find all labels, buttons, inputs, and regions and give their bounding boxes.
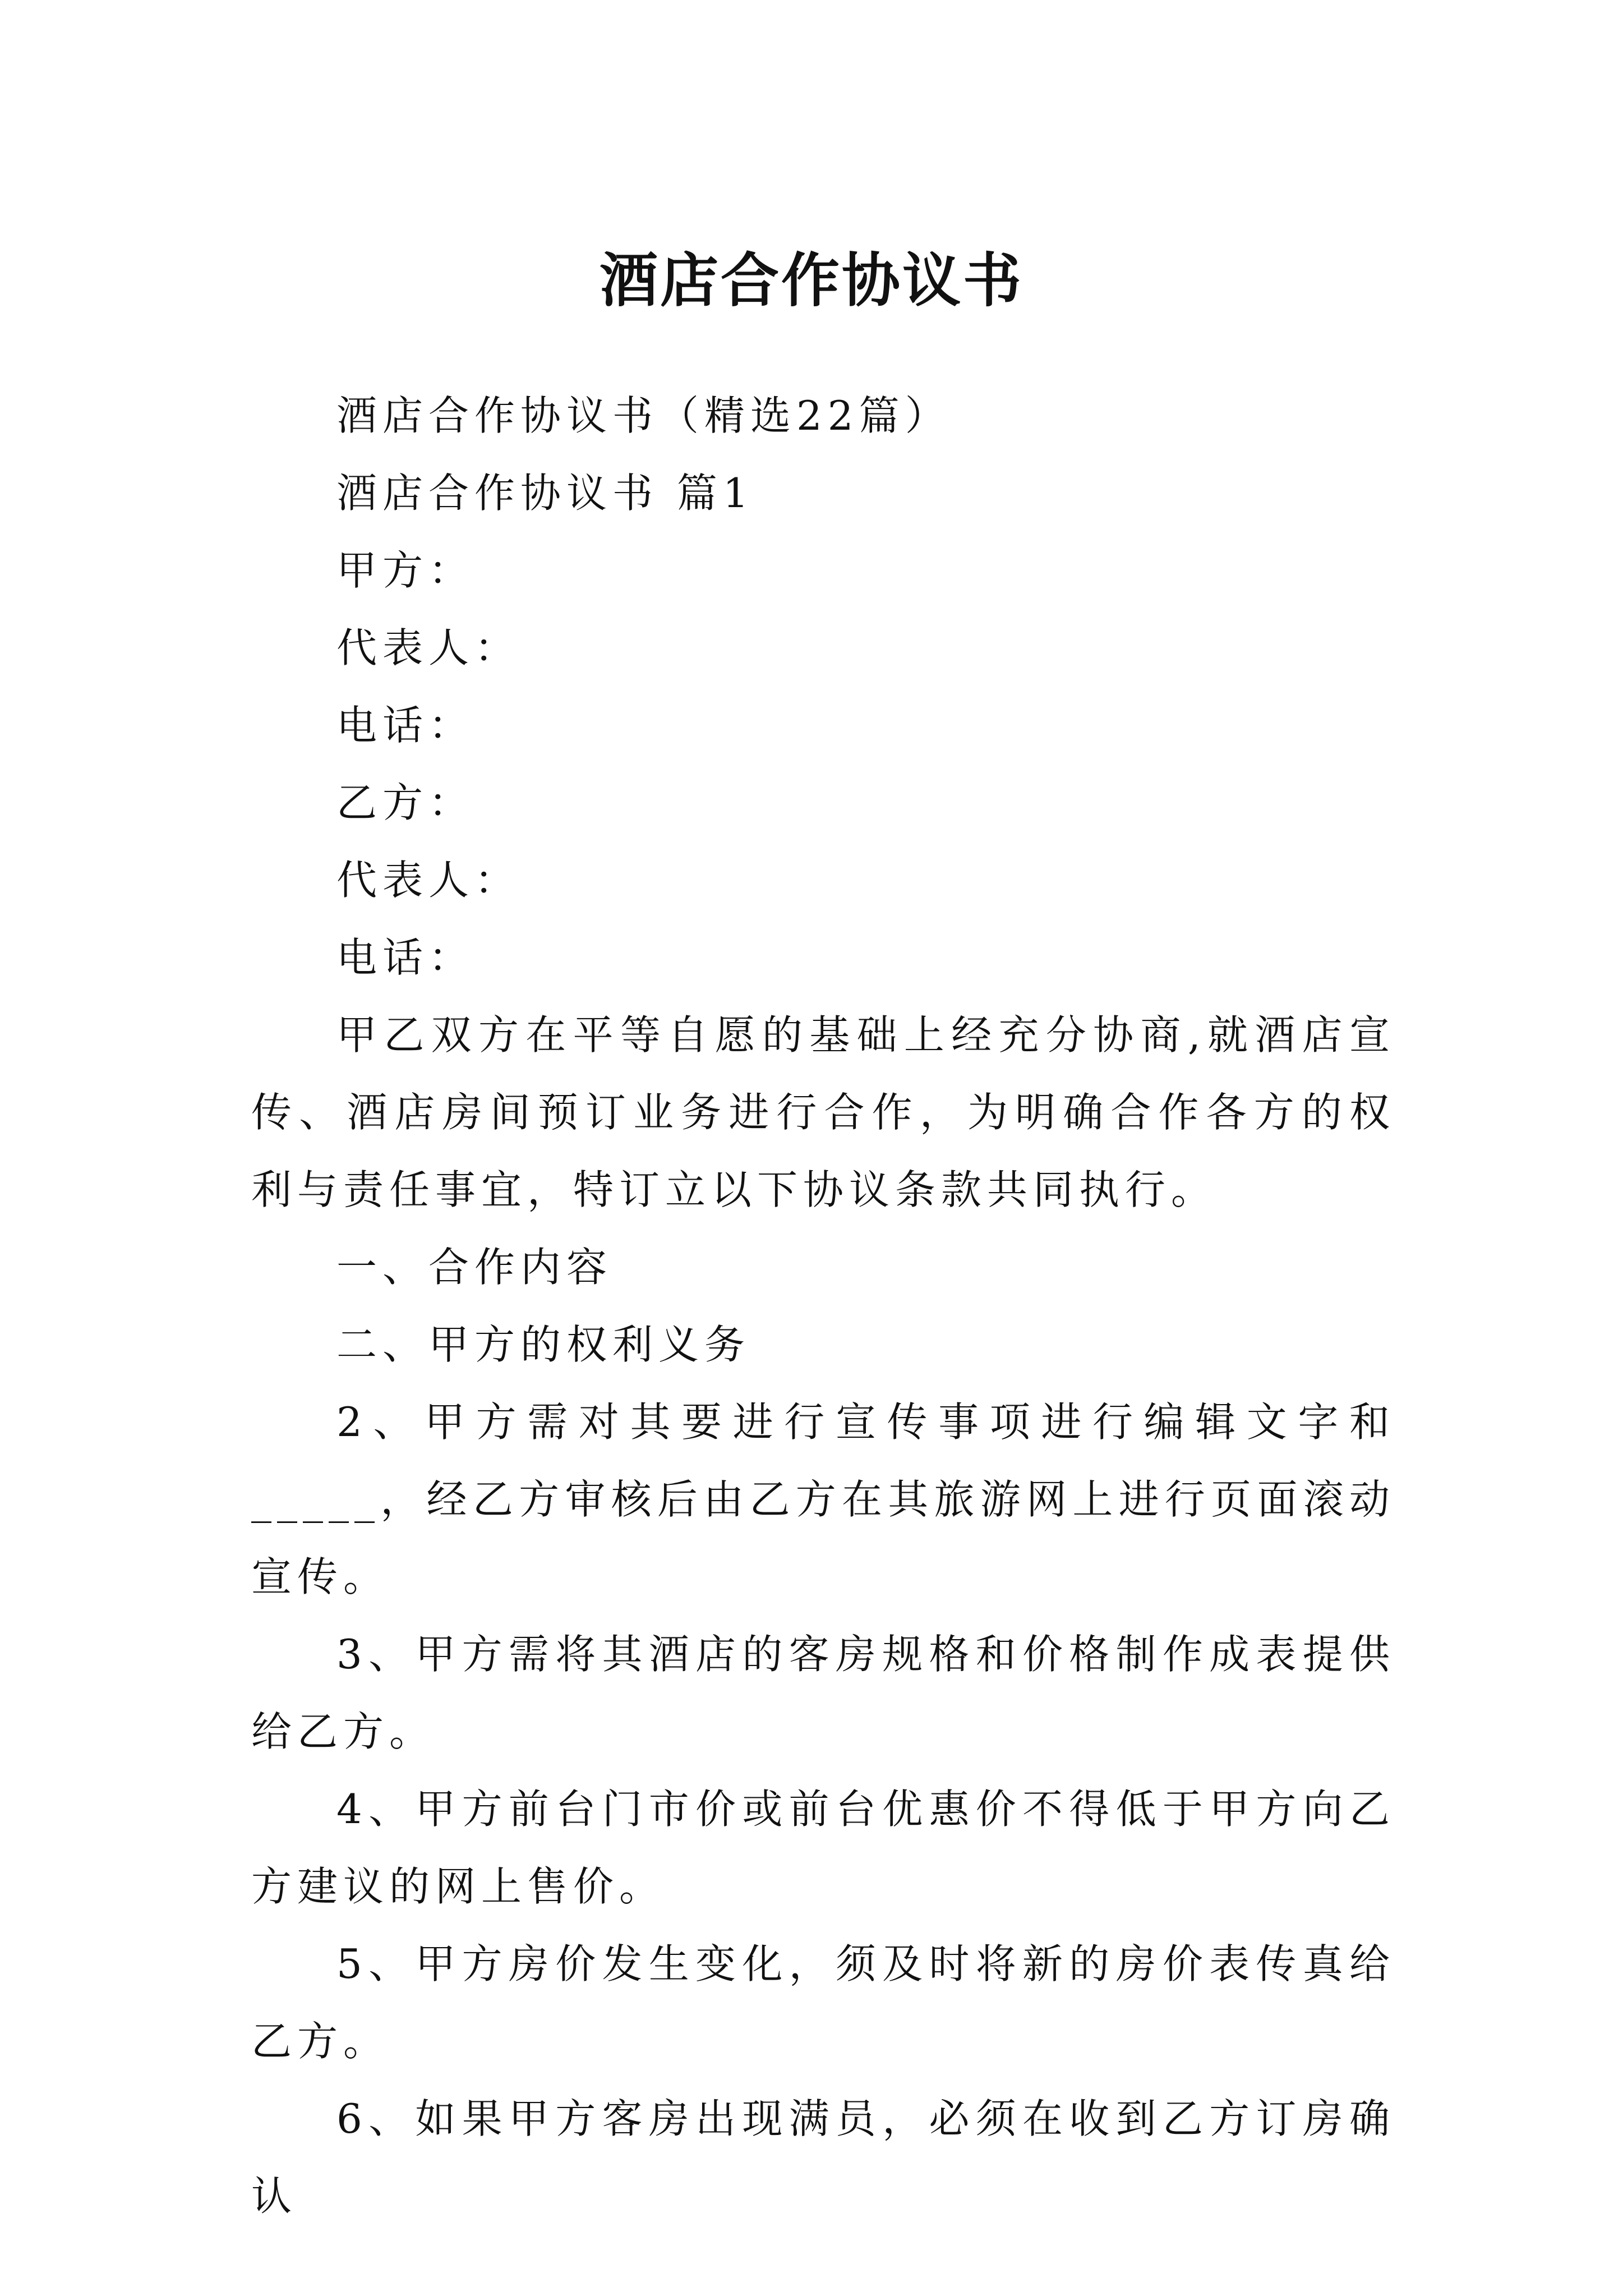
document-body — [251, 377, 1395, 2235]
paragraph-clause-5: 5、甲方房价发生变化，须及时将新的房价表传真给乙方。 — [251, 1940, 1395, 2065]
paragraph-subtitle: 酒店合作协议书（精选22篇） — [336, 392, 951, 439]
paragraph-section-heading: 酒店合作协议书 篇1 — [336, 470, 754, 517]
paragraph-party-a-phone: 电话： — [336, 702, 475, 749]
paragraph-clause-6: 6、如果甲方客房出现满员，必须在收到乙方订房确认 — [251, 2095, 1395, 2220]
paragraph-clause-2: 2、甲方需对其要进行宣传事项进行编辑文字和_____，经乙方审核后由乙方在其旅游网上进行页面滚动宣传。 — [251, 1398, 1395, 1600]
paragraph-party-b-phone: 电话： — [336, 934, 475, 981]
paragraph-party-b: 乙方： — [336, 779, 475, 826]
paragraph-intro: 甲乙双方在平等自愿的基础上经充分协商,就酒店宣传、酒店房间预订业务进行合作，为明确合作各方的权利与责任事宜，特订立以下协议条款共同执行。 — [251, 1011, 1395, 1213]
paragraph-clause-3: 3、甲方需将其酒店的客房规格和价格制作成表提供给乙方。 — [251, 1631, 1395, 1755]
paragraph-party-a-representative: 代表人： — [336, 624, 521, 671]
paragraph-party-a: 甲方： — [336, 547, 475, 594]
document-title: 酒店合作协议书 — [599, 245, 1023, 315]
paragraph-clause-heading-1: 一、合作内容 — [336, 1244, 613, 1291]
paragraph-clause-4: 4、甲方前台门市价或前台优惠价不得低于甲方向乙方建议的网上售价。 — [251, 1786, 1395, 1910]
paragraph-party-b-representative: 代表人： — [336, 857, 521, 904]
paragraph-clause-heading-2: 二、甲方的权利义务 — [336, 1321, 751, 1368]
